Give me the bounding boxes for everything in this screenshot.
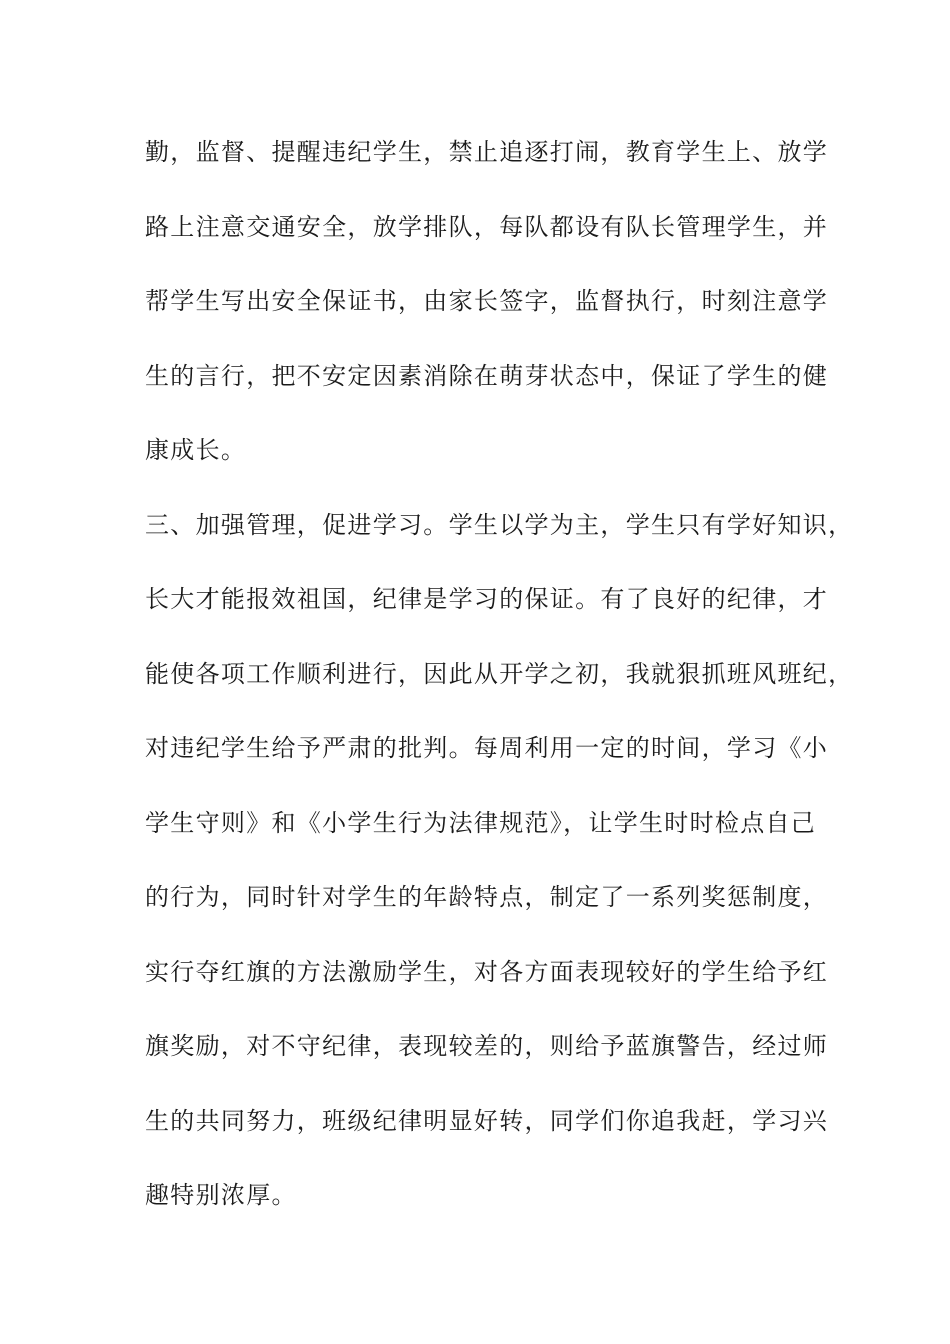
text-line-12: 实行夺红旗的方法激励学生，对各方面表现较好的学生给予红 bbox=[145, 957, 829, 986]
text-line-1: 勤，监督、提醒违纪学生，禁止追逐打闹，教育学生上、放学 bbox=[145, 138, 829, 166]
text-line-13: 旗奖励，对不守纪律，表现较差的，则给予蓝旗警告，经过师 bbox=[145, 1032, 829, 1060]
text-line-9: 对违纪学生给予严肃的批判。每周利用一定的时间，学习《小 bbox=[145, 734, 829, 762]
body-text bbox=[145, 130, 854, 1248]
text-line-4: 生的言行，把不安定因素消除在萌芽状态中，保证了学生的健 bbox=[145, 361, 829, 390]
text-line-6: 三、加强管理，促进学习。学生以学为主，学生只有学好知识， bbox=[145, 510, 854, 539]
text-line-5: 康成长。 bbox=[145, 436, 247, 464]
text-line-2: 路上注意交通安全，放学排队，每队都设有队长管理学生，并 bbox=[145, 212, 829, 241]
text-line-15: 趣特别浓厚。 bbox=[145, 1181, 297, 1209]
text-line-14: 生的共同努力，班级纪律明显好转，同学们你追我赶，学习兴 bbox=[145, 1106, 829, 1135]
text-line-11: 的行为，同时针对学生的年龄特点，制定了一系列奖惩制度， bbox=[145, 883, 829, 911]
text-line-7: 长大才能报效祖国，纪律是学习的保证。有了良好的纪律，才 bbox=[145, 585, 829, 613]
text-line-3: 帮学生写出安全保证书，由家长签字，监督执行，时刻注意学 bbox=[145, 287, 829, 315]
text-line-8: 能使各项工作顺利进行，因此从开学之初，我就狠抓班风班纪， bbox=[145, 659, 854, 688]
text-line-10: 学生守则》和《小学生行为法律规范》，让学生时时检点自己 bbox=[145, 808, 817, 837]
